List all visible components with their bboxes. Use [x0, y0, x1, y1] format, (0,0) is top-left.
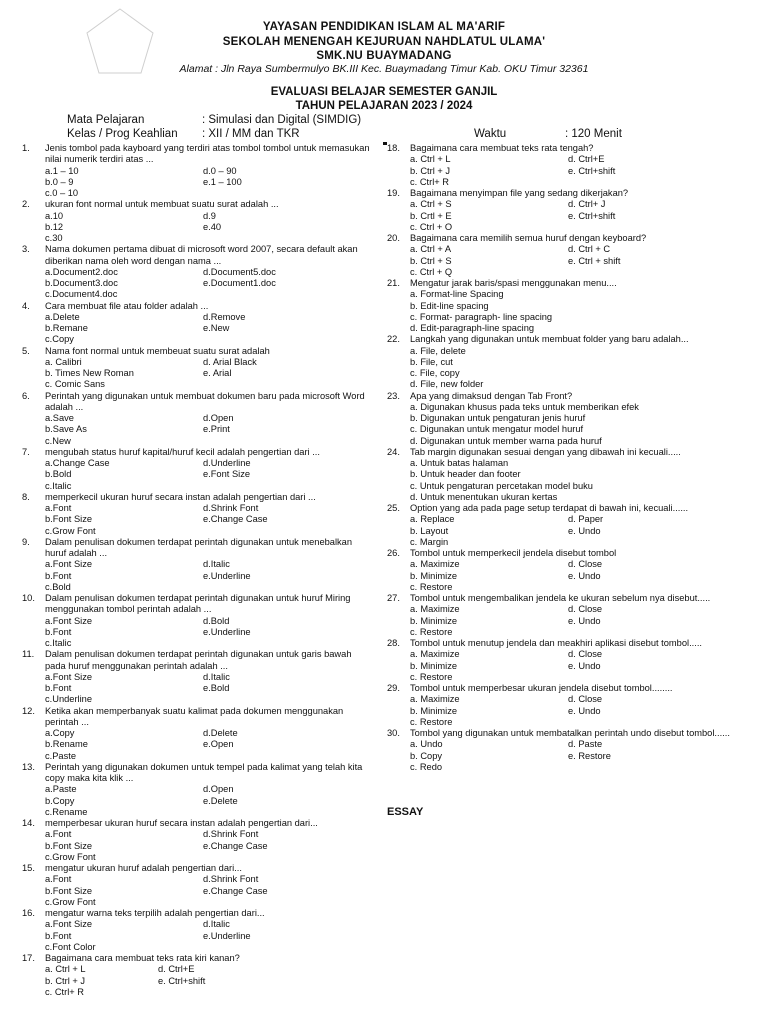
- answer-options: [410, 199, 747, 233]
- answer-option: a. Replace: [410, 514, 455, 525]
- answer-option: b.Font: [45, 570, 72, 581]
- answer-options: [45, 874, 374, 908]
- question-text: Langkah yang digunakan untuk membuat folder yang baru adalah...: [410, 334, 689, 345]
- class-value: : XII / MM dan TKR: [202, 128, 300, 140]
- answer-option: b.Font Size: [45, 840, 93, 851]
- question-item: [22, 706, 374, 762]
- answer-option: b. Edit-line spacing: [410, 300, 489, 311]
- answer-option: d.Underline: [203, 458, 251, 468]
- question-text: memperbesar ukuran huruf secara instan adalah pengertian dari...: [45, 818, 318, 828]
- answer-options: [410, 458, 747, 503]
- answer-option: d. Paste: [568, 739, 603, 750]
- answer-options: [410, 402, 747, 447]
- question-number: 30.: [387, 728, 400, 738]
- answer-option: d. Paper: [568, 514, 604, 525]
- answer-options: [410, 739, 747, 773]
- question-number: 24.: [387, 446, 400, 457]
- question-item: [387, 638, 747, 683]
- question-item: [22, 346, 374, 391]
- answer-option: c.Grow Font: [45, 896, 96, 907]
- question-text: Apa yang dimaksud dengan Tab Front?: [410, 390, 573, 401]
- answer-option: c.Grow Font: [45, 525, 96, 536]
- question-item: [22, 649, 374, 705]
- subject-value: : Simulasi dan Digital (SIMDIG): [202, 114, 362, 126]
- question-number: 26.: [387, 548, 400, 558]
- answer-option: e. Ctrl+shift: [568, 210, 616, 221]
- question-text: Cara membuat file atau folder adalah ...: [45, 300, 209, 311]
- answer-option: e. Undo: [568, 660, 601, 671]
- question-text: Bagaimana cara membuat teks rata kiri kanan?: [45, 953, 240, 963]
- answer-option: d.Bold: [203, 615, 230, 626]
- question-number: 25.: [387, 503, 400, 513]
- answer-option: c. Ctrl+ R: [45, 986, 84, 997]
- question-text: Mengatur jarak baris/spasi menggunakan menu....: [410, 278, 617, 288]
- answer-option: a. Maximize: [410, 649, 460, 660]
- answer-option: c.Italic: [45, 638, 72, 648]
- question-number: 20.: [387, 233, 400, 243]
- answer-option: e.Change Case: [203, 514, 268, 525]
- answer-option: a.1 – 10: [45, 165, 79, 176]
- answer-option: a.Font: [45, 829, 72, 840]
- answer-options: [45, 458, 374, 492]
- answer-option: e.Delete: [203, 795, 238, 806]
- question-number: 23.: [387, 390, 400, 401]
- answer-option: d.Italic: [203, 919, 230, 930]
- exam-title: EVALUASI BELAJAR SEMESTER GANJIL: [270, 86, 498, 98]
- question-number: 17.: [22, 953, 35, 963]
- answer-option: d. Close: [568, 649, 603, 660]
- answer-option: b. Minimize: [410, 705, 458, 716]
- answer-option: b.Font: [45, 626, 72, 637]
- answer-option: a.Copy: [45, 728, 75, 738]
- time-value: : 120 Menit: [565, 128, 622, 140]
- question-number: 6.: [22, 390, 30, 401]
- answer-option: c. Ctrl+ R: [410, 176, 449, 187]
- question-text: Nama font normal untuk membeuat suatu surat adalah: [45, 345, 270, 356]
- question-number: 21.: [387, 278, 400, 288]
- question-number: 16.: [22, 908, 35, 918]
- question-item: [387, 233, 747, 278]
- question-number: 12.: [22, 705, 35, 716]
- question-number: 22.: [387, 334, 400, 345]
- question-item: [387, 334, 747, 390]
- answer-option: c.Document4.doc: [45, 289, 118, 300]
- answer-options: [410, 649, 747, 683]
- answer-options: [45, 784, 374, 818]
- answer-options: [45, 616, 374, 650]
- answer-option: c. File, copy: [410, 368, 460, 378]
- answer-option: b.12: [45, 221, 64, 232]
- answer-option: b. Untuk header dan footer: [410, 469, 521, 480]
- question-text: Ketika akan memperbanyak suatu kalimat pada dokumen menggunakan perintah ...: [45, 705, 344, 727]
- answer-option: a.Delete: [45, 311, 80, 322]
- answer-option: b.Rename: [45, 739, 88, 750]
- answer-option: b. Digunakan untuk pengaturan jenis huruf: [410, 413, 586, 423]
- answer-options: [410, 604, 747, 638]
- answer-options: [410, 289, 747, 334]
- answer-option: e.Underline: [203, 570, 251, 581]
- question-item: [387, 728, 747, 773]
- answer-option: d. Edit-paragraph-line spacing: [410, 323, 535, 333]
- answer-option: e.Bold: [203, 683, 230, 693]
- answer-options: [45, 413, 374, 447]
- answer-option: d.Shrink Font: [203, 829, 259, 840]
- answer-option: e. Ctrl+shift: [158, 975, 206, 986]
- question-item: [22, 593, 374, 649]
- question-text: Tombol yang digunakan untuk membatalkan perintah undo disebut tombol......: [410, 728, 730, 738]
- answer-option: c. Margin: [410, 536, 449, 547]
- academic-year: TAHUN PELAJARAN 2023 / 2024: [295, 100, 473, 112]
- answer-option: b.Bold: [45, 469, 72, 480]
- subject-label: Mata Pelajaran: [67, 114, 145, 126]
- answer-option: a. Maximize: [410, 559, 460, 570]
- question-text: Dalam penulisan dokumen terdapat perintah digunakan untuk huruf Miring menggunakan tombol perintah adalah ...: [45, 593, 351, 615]
- question-item: [387, 548, 747, 593]
- answer-options: [410, 346, 747, 391]
- question-text: Nama dokumen pertama dibuat di microsoft word 2007, secara default akan diberikan nama oleh word dengan nama ...: [45, 244, 358, 266]
- question-number: 2.: [22, 199, 30, 210]
- answer-option: c. Format- paragraph- line spacing: [410, 311, 553, 322]
- question-text: mengatur ukuran huruf adalah pengertian dari...: [45, 863, 242, 873]
- question-item: [387, 447, 747, 503]
- school-name: SEKOLAH MENENGAH KEJURUAN NAHDLATUL ULAMA': [222, 36, 546, 48]
- question-text: Tab margin digunakan sesuai dengan yang dibawah ini kecuali.....: [410, 446, 681, 457]
- question-item: [22, 818, 374, 863]
- question-item: [387, 278, 747, 334]
- question-text: ukuran font normal untuk membuat suatu surat adalah ...: [45, 199, 279, 210]
- answer-option: d. Untuk menentukan ukuran kertas: [410, 491, 558, 502]
- answer-option: d.Shrink Font: [203, 874, 259, 885]
- question-number: 29.: [387, 683, 400, 693]
- questions-column-left: [22, 143, 374, 998]
- answer-option: a. Ctrl + L: [410, 154, 451, 165]
- answer-option: d.Remove: [203, 311, 246, 322]
- answer-options: [45, 728, 374, 762]
- answer-option: e.Change Case: [203, 885, 268, 896]
- school-short-name: SMK.NU BUAYMADANG: [316, 50, 452, 62]
- answer-option: e.New: [203, 323, 230, 333]
- answer-option: b. File, cut: [410, 356, 453, 367]
- question-item: [22, 762, 374, 818]
- answer-option: c.Underline: [45, 694, 93, 705]
- answer-option: a.Font: [45, 503, 72, 513]
- answer-option: d.Open: [203, 413, 234, 423]
- answer-option: d. Close: [568, 604, 603, 615]
- question-item: [387, 188, 747, 233]
- question-item: [22, 953, 374, 998]
- question-text: mengubah status huruf kapital/huruf kecil adalah pengertian dari ...: [45, 446, 320, 457]
- question-number: 3.: [22, 244, 30, 255]
- question-item: [22, 537, 374, 593]
- answer-option: c.Italic: [45, 480, 72, 491]
- answer-option: c. Restore: [410, 716, 453, 727]
- answer-option: a. Undo: [410, 739, 443, 750]
- answer-option: c.New: [45, 435, 71, 446]
- answer-option: e.Underline: [203, 626, 251, 637]
- answer-option: c.Copy: [45, 334, 74, 345]
- class-label: Kelas / Prog Keahlian: [67, 128, 178, 140]
- answer-option: d. Arial Black: [203, 356, 257, 367]
- question-item: [22, 908, 374, 953]
- answer-option: e. Undo: [568, 615, 601, 626]
- answer-option: d. Ctrl+E: [158, 964, 195, 975]
- answer-option: c. Untuk pengaturan percetakan model buku: [410, 480, 593, 491]
- answer-option: a.Font Size: [45, 615, 93, 626]
- answer-options: [410, 694, 747, 728]
- question-item: [387, 391, 747, 447]
- answer-options: [45, 211, 374, 245]
- answer-option: a.Font Size: [45, 559, 93, 570]
- answer-option: d. Ctrl+ J: [568, 199, 606, 210]
- answer-option: b. Layout: [410, 525, 449, 536]
- answer-option: a. Untuk batas halaman: [410, 458, 509, 468]
- answer-option: b. Minimize: [410, 570, 458, 581]
- answer-option: c.Font Color: [45, 941, 96, 952]
- question-text: mengatur warna teks terpilih adalah pengertian dari...: [45, 908, 265, 918]
- answer-option: b.Font Size: [45, 514, 93, 525]
- answer-option: a.Font: [45, 874, 72, 885]
- answer-option: e. Ctrl+shift: [568, 165, 616, 176]
- answer-option: b.0 – 9: [45, 176, 74, 187]
- answer-options: [45, 672, 374, 706]
- questions-column-right: [387, 143, 747, 773]
- answer-options: [45, 964, 374, 998]
- answer-option: b.Document3.doc: [45, 278, 118, 288]
- question-item: [387, 503, 747, 548]
- question-item: [22, 391, 374, 447]
- answer-option: b. Ctrl + J: [45, 975, 86, 986]
- answer-options: [45, 166, 374, 200]
- question-item: [387, 143, 747, 188]
- question-text: Perintah yang digunakan dokumen untuk tempel pada kalimat yang telah kita copy maka kita klik ...: [45, 761, 363, 783]
- answer-option: e. Undo: [568, 570, 601, 581]
- answer-option: c. Restore: [410, 671, 453, 682]
- answer-option: d.Document5.doc: [203, 266, 276, 277]
- question-item: [22, 143, 374, 199]
- answer-option: c.Paste: [45, 750, 77, 761]
- question-number: 13.: [22, 761, 35, 772]
- question-number: 1.: [22, 143, 30, 153]
- answer-option: c. Redo: [410, 761, 443, 772]
- answer-option: d.Italic: [203, 671, 230, 682]
- answer-option: c. Restore: [410, 581, 453, 592]
- answer-option: a.Paste: [45, 784, 77, 795]
- answer-option: d.Italic: [203, 559, 230, 570]
- question-number: 10.: [22, 593, 35, 603]
- question-text: Option yang ada pada page setup terdapat di bawah ini, kecuali......: [410, 503, 689, 513]
- question-text: Dalam penulisan dokumen terdapat perintah digunakan untuk garis bawah pada huruf menggunakan perintah adalah ...: [45, 649, 352, 671]
- answer-option: a. Maximize: [410, 694, 460, 705]
- answer-option: e.Open: [203, 739, 234, 750]
- question-item: [22, 492, 374, 537]
- question-number: 27.: [387, 593, 400, 603]
- question-number: 14.: [22, 818, 35, 828]
- answer-option: d.Delete: [203, 728, 238, 738]
- question-text: Perintah yang digunakan untuk membuat dokumen baru pada microsoft Word adalah ...: [45, 390, 365, 412]
- question-number: 8.: [22, 491, 30, 502]
- answer-options: [410, 244, 747, 278]
- question-item: [387, 683, 747, 728]
- question-text: Jenis tombol pada kayboard yang terdiri atas tombol tombol untuk memasukan nilai numerik terdiri atas ...: [45, 143, 370, 165]
- answer-option: c. Ctrl + Q: [410, 266, 453, 277]
- answer-option: a. Format-line Spacing: [410, 289, 504, 300]
- question-number: 9.: [22, 536, 30, 547]
- answer-option: d. Close: [568, 694, 603, 705]
- answer-option: e.Underline: [203, 930, 251, 941]
- answer-option: d. Ctrl+E: [568, 154, 605, 165]
- answer-option: a. Ctrl + L: [45, 964, 86, 975]
- question-number: 4.: [22, 300, 30, 311]
- question-item: [22, 447, 374, 492]
- answer-option: c.0 – 10: [45, 188, 79, 198]
- question-item: [387, 593, 747, 638]
- question-item: [22, 863, 374, 908]
- answer-option: e.Font Size: [203, 469, 251, 480]
- answer-option: b.Save As: [45, 424, 87, 435]
- answer-option: e.Change Case: [203, 840, 268, 851]
- question-number: 11.: [22, 649, 35, 660]
- answer-option: e.Document1.doc: [203, 278, 276, 288]
- answer-option: b. Times New Roman: [45, 368, 134, 378]
- answer-option: b.Remane: [45, 323, 88, 333]
- answer-option: b. Copy: [410, 750, 443, 761]
- answer-option: a.Save: [45, 413, 74, 423]
- answer-option: b.Font: [45, 930, 72, 941]
- answer-option: d. Ctrl + C: [568, 244, 611, 255]
- answer-option: c.30: [45, 233, 63, 243]
- answer-option: b.Font Size: [45, 885, 93, 896]
- answer-options: [410, 514, 747, 548]
- question-text: Bagaimana cara memilih semua huruf dengan keyboard?: [410, 233, 647, 243]
- answer-option: a. Ctrl + A: [410, 244, 452, 255]
- answer-option: b. Minimize: [410, 615, 458, 626]
- answer-options: [45, 357, 374, 391]
- answer-option: a.Font Size: [45, 671, 93, 682]
- answer-option: a. Calibri: [45, 356, 82, 367]
- answer-option: e. Undo: [568, 525, 601, 536]
- question-number: 7.: [22, 446, 30, 457]
- foundation-name: YAYASAN PENDIDIKAN ISLAM AL MA'ARIF: [262, 21, 506, 33]
- question-text: Tombol untuk menutup jendela dan meakhiri aplikasi disebut tombol.....: [410, 638, 702, 648]
- question-number: 28.: [387, 638, 400, 648]
- answer-option: d.9: [203, 210, 216, 221]
- answer-option: e. Ctrl + shift: [568, 255, 621, 266]
- answer-option: b. Ctrl + J: [410, 165, 451, 176]
- answer-option: d.Shrink Font: [203, 503, 259, 513]
- answer-option: c. Restore: [410, 626, 453, 637]
- question-text: Tombol untuk memperkecil jendela disebut tombol: [410, 548, 617, 558]
- answer-option: c.Grow Font: [45, 851, 96, 862]
- school-address: Alamat : Jln Raya Sumbermulyo BK.III Kec. Buaymadang Timur Kab. OKU Timur 32361: [179, 63, 589, 75]
- answer-option: a. Ctrl + S: [410, 199, 452, 210]
- time-label: Waktu: [474, 128, 507, 140]
- answer-option: a. Maximize: [410, 604, 460, 615]
- answer-option: a.10: [45, 210, 64, 221]
- question-text: Dalam penulisan dokumen terdapat perintah digunakan untuk menebalkan huruf adalah ...: [45, 536, 353, 558]
- answer-option: c.Rename: [45, 806, 88, 817]
- answer-option: e.1 – 100: [203, 176, 242, 187]
- answer-option: b.Copy: [45, 795, 75, 806]
- question-number: 5.: [22, 345, 30, 356]
- answer-option: c.Bold: [45, 581, 71, 592]
- question-number: 19.: [387, 188, 400, 198]
- answer-option: a. File, delete: [410, 345, 466, 356]
- answer-option: d.Open: [203, 784, 234, 795]
- answer-options: [45, 829, 374, 863]
- answer-options: [45, 267, 374, 301]
- answer-option: d. Digunakan untuk member warna pada huruf: [410, 435, 602, 446]
- question-text: memperkecil ukuran huruf secara instan adalah pengertian dari ...: [45, 491, 316, 502]
- answer-option: e. Restore: [568, 750, 611, 761]
- question-item: [22, 301, 374, 346]
- answer-options: [45, 312, 374, 346]
- question-item: [22, 244, 374, 300]
- question-number: 18.: [387, 143, 400, 153]
- answer-option: c. Digunakan untuk mengatur model huruf: [410, 424, 584, 435]
- answer-option: e.40: [203, 221, 222, 232]
- answer-option: e.Print: [203, 424, 230, 435]
- answer-options: [410, 559, 747, 593]
- answer-options: [45, 503, 374, 537]
- answer-option: b. Minimize: [410, 660, 458, 671]
- answer-option: d. Close: [568, 559, 603, 570]
- answer-option: d.0 – 90: [203, 165, 237, 176]
- answer-option: e. Undo: [568, 705, 601, 716]
- answer-options: [45, 919, 374, 953]
- answer-option: b.Font: [45, 683, 72, 693]
- question-text: Bagaimana cara membuat teks rata tengah?: [410, 143, 594, 153]
- answer-option: d. File, new folder: [410, 379, 484, 390]
- question-text: Tombol untuk mengembalikan jendela ke ukuran sebelum nya disebut.....: [410, 593, 711, 603]
- answer-option: c. Ctrl + O: [410, 221, 453, 232]
- answer-option: b. Crtl + E: [410, 210, 452, 221]
- answer-options: [45, 559, 374, 593]
- question-text: Tombol untuk memperbesar ukuran jendela disebut tombol........: [410, 683, 673, 693]
- answer-option: c. Comic Sans: [45, 379, 105, 390]
- essay-heading: ESSAY: [387, 806, 424, 818]
- question-item: [22, 199, 374, 244]
- answer-option: a.Document2.doc: [45, 266, 118, 277]
- answer-option: b. Ctrl + S: [410, 255, 452, 266]
- question-number: 15.: [22, 863, 35, 873]
- question-text: Bagaimana menyimpan file yang sedang dikerjakan?: [410, 188, 629, 198]
- answer-option: a.Change Case: [45, 458, 110, 468]
- answer-options: [410, 154, 747, 188]
- answer-option: e. Arial: [203, 368, 232, 378]
- answer-option: a.Font Size: [45, 919, 93, 930]
- answer-option: a. Digunakan khusus pada teks untuk memberikan efek: [410, 401, 639, 412]
